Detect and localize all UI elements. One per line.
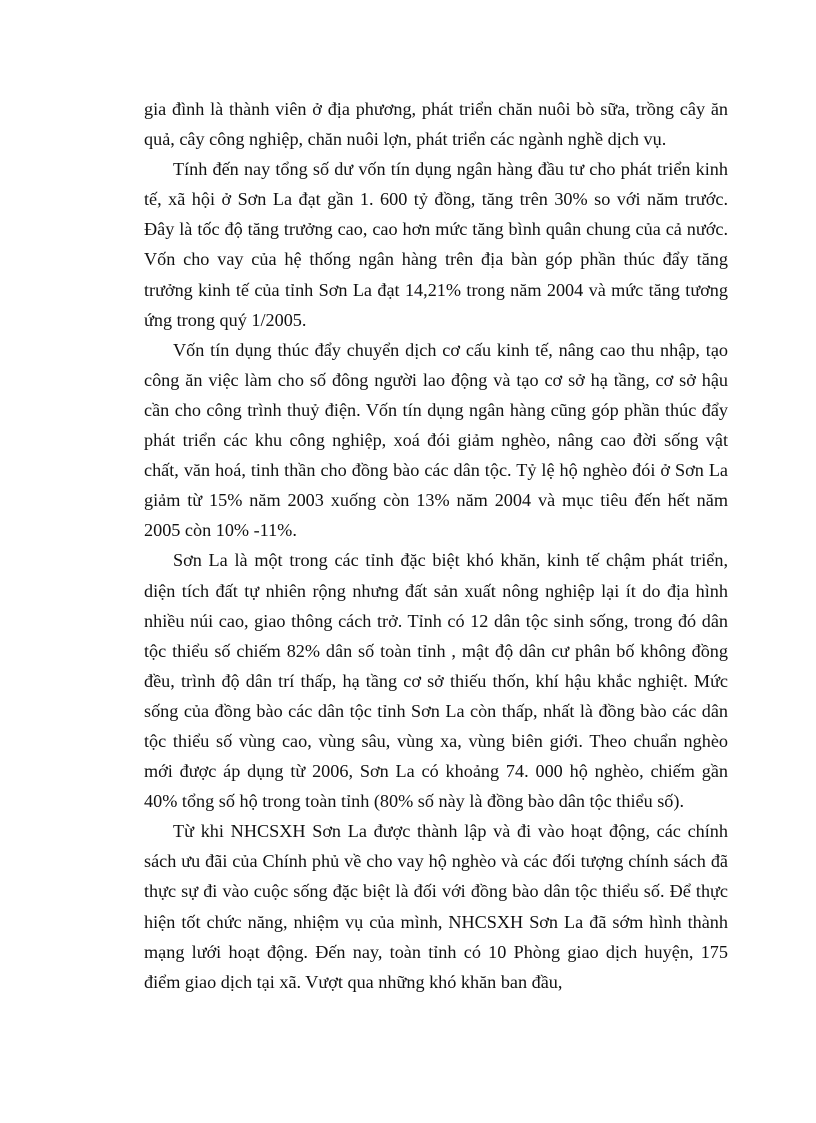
paragraph-bank-credit-growth: Tính đến nay tổng số dư vốn tín dụng ngân hàng đầu tư cho phát triển kinh tế, xã hội ở Sơn La đạt gần 1. 600 tỷ đồng, tăng trên 30% so với năm trước. Đây là tốc độ tăng trưởng cao, cao hơn mức tăng bình quân chung của cả nước. Vốn cho vay của hệ thống ngân hàng trên địa bàn góp phần thúc đẩy tăng trưởng kinh tế của tỉnh Sơn La đạt 14,21% trong năm 2004 và mức tăng tương ứng trong quý 1/2005.	[144, 159, 728, 330]
paragraph-son-la-conditions: Sơn La là một trong các tỉnh đặc biệt khó khăn, kinh tế chậm phát triển, diện tích đất tự nhiên rộng nhưng đất sản xuất nông nghiệp lại ít do địa hình nhiều núi cao, giao thông cách trở. Tỉnh có 12 dân tộc sinh sống, trong đó dân tộc thiểu số chiếm 82% dân số toàn tỉnh , mật độ dân cư phân bố không đồng đều, trình độ dân trí thấp, hạ tầng cơ sở thiếu thốn, khí hậu khắc nghiệt. Mức sống của đồng bào các dân tộc tỉnh Sơn La còn thấp, nhất là đồng bào các dân tộc thiểu số vùng cao, vùng sâu, vùng xa, vùng biên giới. Theo chuẩn nghèo mới được áp dụng từ 2006, Sơn La có khoảng 74. 000 hộ nghèo, chiếm gần 40% tổng số hộ trong toàn tỉnh (80% số này là đồng bào dân tộc thiểu số).	[144, 550, 728, 812]
paragraph-nhcsxh-operations: Từ khi NHCSXH Sơn La được thành lập và đi vào hoạt động, các chính sách ưu đãi của Chính phủ về cho vay hộ nghèo và các đối tượng chính sách đã thực sự đi vào cuộc sống đặc biệt là đối với đồng bào dân tộc thiểu số. Để thực hiện tốt chức năng, nhiệm vụ của mình, NHCSXH Sơn La đã sớm hình thành mạng lưới hoạt động. Đến nay, toàn tỉnh có 10 Phòng giao dịch huyện, 175 điểm giao dịch tại xã. Vượt qua những khó khăn ban đầu,	[144, 821, 728, 992]
paragraph-continuation: gia đình là thành viên ở địa phương, phát triển chăn nuôi bò sữa, trồng cây ăn quả, cây công nghiệp, chăn nuôi lợn, phát triển các ngành nghề dịch vụ.	[144, 99, 728, 150]
document-body	[144, 94, 728, 997]
paragraph-credit-economic-restructuring: Vốn tín dụng thúc đẩy chuyển dịch cơ cấu kinh tế, nâng cao thu nhập, tạo công ăn việc làm cho số đông người lao động và tạo cơ sở hạ tầng, cơ sở hậu cần cho công trình thuỷ điện. Vốn tín dụng ngân hàng cũng góp phần thúc đẩy phát triển các khu công nghiệp, xoá đói giảm nghèo, nâng cao đời sống vật chất, văn hoá, tinh thần cho đồng bào các dân tộc. Tỷ lệ hộ nghèo đói ở Sơn La giảm từ 15% năm 2003 xuống còn 13% năm 2004 và mục tiêu đến hết năm 2005 còn 10% -11%.	[144, 339, 728, 541]
